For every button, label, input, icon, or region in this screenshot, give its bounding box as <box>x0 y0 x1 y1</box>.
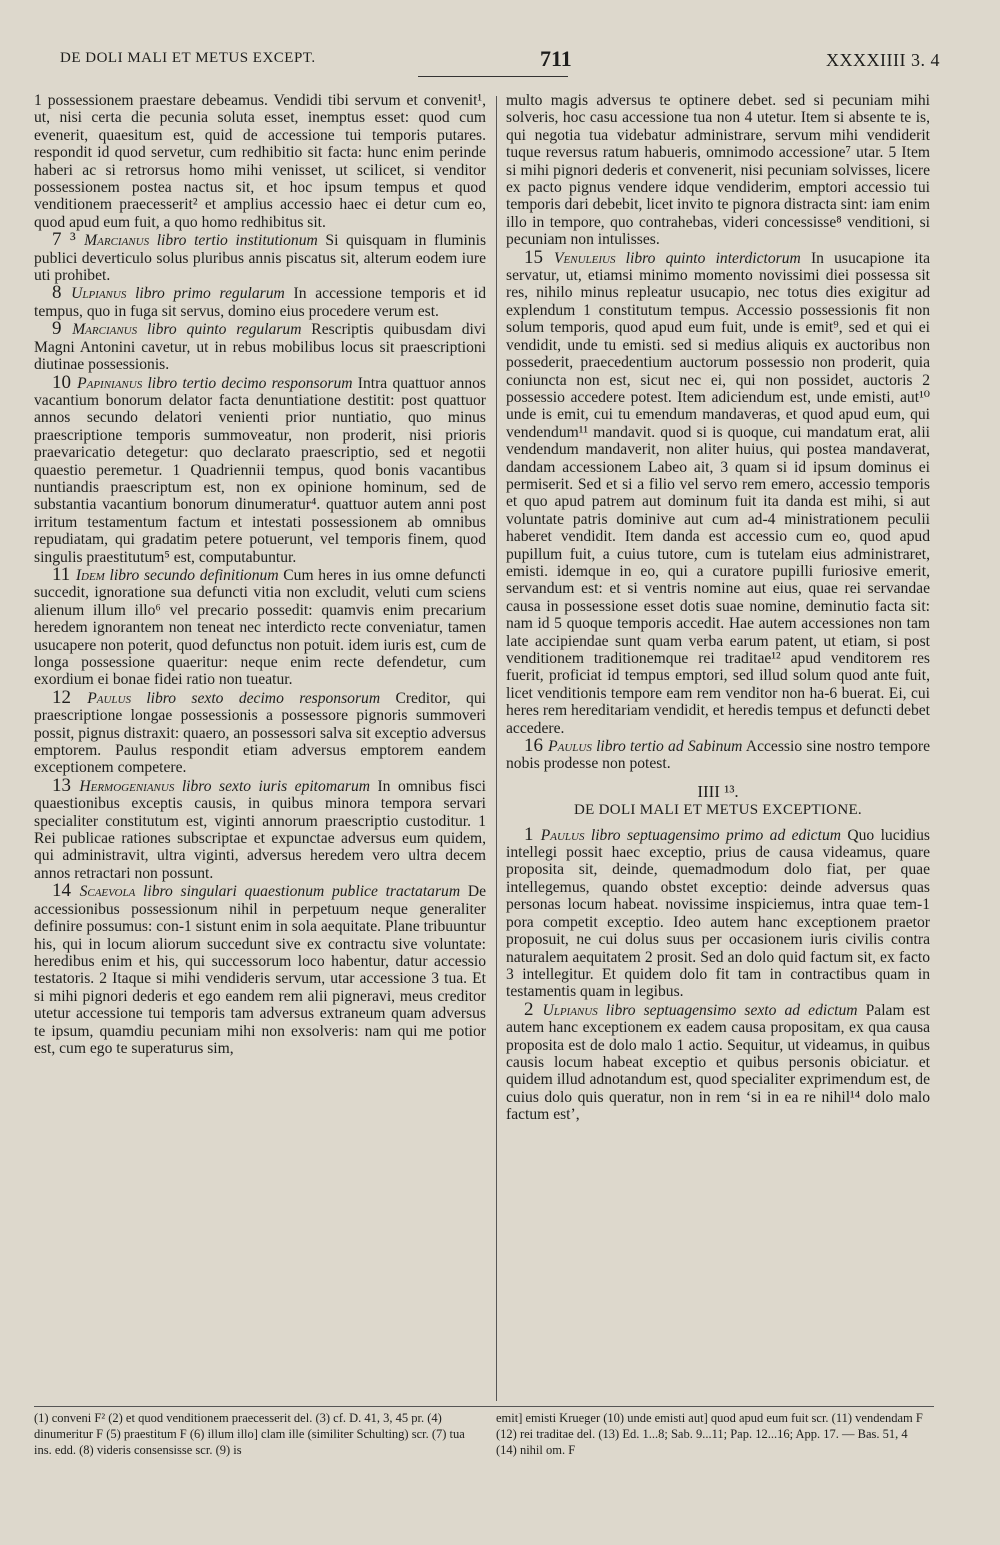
paragraph <box>506 246 930 737</box>
running-header <box>60 46 940 78</box>
paragraph <box>34 371 486 566</box>
paragraph-text: In usucapione ita servatur, ut, etiamsi minimo momento novissimi diei possessa sit res, nihilo minus repleatur usucapio, nec totus dies exigitur ad explendum 1 constitutum tempus. Accessio possessionis fit non solum temporis, quod apud eum fuit, unde is emit⁹, sed et qui ei vendidit, unde tu emisti. sed si medius aliquis ex auctoribus non possederit, praecedentium auctorum possessio non proderit, quia coniuncta non est, sicut nec ei, qui non possidet, auctoris 2 possessio accedere potest. Item adiciendum est, unde emisti, aut¹⁰ unde is emit, cui tu emendum mandaveras, et quod apud eum, qui vendendum¹¹ mandavit. quod si is quoque, cui mandatum erat, alii vendendum mandaverit, non aliter huius, qui postea mandaverat, dandam accessionem Labeo ait, 3 quam si id ipsum dominus ei permiserit. Sed et si a filio vel servo rem emero, accessio temporis et quo apud patrem aut dominum fuit ita danda est mihi, si aut voluntate patris dominive aut cum ad-4 ministrationem peculii haberet vendidit. Item danda est accessio cum eo, quod apud pupillum fuit, a cuius tutore, cum is tutelam eius administraret, emisti. idemque in eo, qui a curatore pupilli furiosive emerit, servandum est: et si ventris nomine aut eius, quae rei servandae causa in possessione esset dotis suae nomine, deminutio facta sit: nam id 5 quoque temporis accedit. Hae autem accessiones non tam late accipiendae sunt quam verba earum patent, ut etiam, si post venditionem traditionemque rei traditae¹² apud venditorem res fuerit, proficiat id tempus emptori, sed illud solum quod ante fuit, licet venditionis tempore eam rem venditor non ha-6 buerat. Ei, cui heres rem hereditariam vendidit, et heredis tempus et defuncti debet accedere. <box>506 249 930 737</box>
jurist-name: Paulus <box>548 738 592 756</box>
paragraph <box>506 92 930 249</box>
footnotes-right: emit] emisti Krueger (10) unde emisti aut] quod apud eum fuit scr. (11) vendendam F (12) rei traditae del. (13) Ed. 1...8; Sab. 9...11; Pap. 12...16; App. 17. — Bas. 51, 4 (14) nihil om. F <box>496 1411 923 1457</box>
paragraph-text: Palam est autem hanc exceptionem ex eadem causa propositam, ex qua causa proposita est de dolo malo 1 actio. Sequitur, ut videamus, in quibus causis locum habeat exceptio et quibus personis obiciatur. et quidem illud adnotandum est, quod specialiter exprimendum est, de cuius dolo quis queratur, non in rem ‘si in ea re nihil¹⁴ dolo malo factum est’, <box>506 1001 930 1124</box>
jurist-name: Idem <box>75 566 105 584</box>
source-book: libro tertio institutionum <box>156 232 318 250</box>
source-book: libro sexto decimo responsorum <box>146 689 381 707</box>
paragraph <box>34 92 486 231</box>
paragraph <box>34 882 486 1057</box>
jurist-name: Marcianus <box>84 232 150 250</box>
fragment-number: 14 <box>52 880 80 902</box>
paragraph-text: Accessio sine nostro tempore nobis prodesse non potest. <box>506 738 930 773</box>
paragraph <box>34 686 486 777</box>
header-title: DE DOLI MALI ET METUS EXCEPT. <box>60 50 316 66</box>
paragraph <box>506 823 930 1001</box>
fragment-number: 15 <box>524 246 555 268</box>
jurist-name: Hermogenianus <box>79 777 175 795</box>
source-book: libro quinto interdictorum <box>625 249 801 267</box>
jurist-name: Papinianus <box>77 374 143 392</box>
footnotes-left: (1) conveni F² (2) et quod venditionem praecesserit del. (3) cf. D. 41, 3, 45 pr. (4) dinumeritur F (5) praestitum F (6) illum illo] clam ille (similiter Schulting) scr. (7) tua ins. edd. (8) videris consensisse scr. (9) is <box>34 1411 465 1457</box>
header-rule <box>418 76 568 77</box>
paragraph <box>34 774 486 882</box>
fragment-number: 16 <box>524 735 549 757</box>
left-column <box>34 92 486 1402</box>
paragraph-text: Creditor, qui praescriptione longae possessionis a possessore pignoris summoveri possit, pignus distraxit: quaero, an possessori salva sit exceptio adversus emptorem. Paulus respondit etiam adversus emptorem eandem exceptionem competere. <box>34 689 486 777</box>
paragraph <box>34 320 486 373</box>
paragraph-text: Rescriptis quibusdam divi Magni Antonini cavetur, ut in rebus mobilibus locus sit praescriptioni diutinae possessionis. <box>34 321 486 374</box>
header-reference: XXXXIIII 3. 4 <box>826 50 940 70</box>
paragraph <box>34 231 486 284</box>
jurist-name: Scaevola <box>79 883 136 901</box>
paragraph <box>506 737 930 773</box>
jurist-name: Paulus <box>87 689 131 707</box>
fragment-number: 9 <box>52 318 73 340</box>
fragment-number: 12 <box>52 686 88 708</box>
paragraph-text: Si quisquam in fluminis publici deverticulo solus pluribus annis piscatus sit, alterum eodem iure uti prohibet. <box>34 232 486 285</box>
jurist-name: Venuleius <box>554 249 616 267</box>
section-paragraphs <box>506 823 930 1124</box>
source-book: libro tertio ad Sabinum <box>596 738 743 756</box>
fragment-number: 13 <box>52 774 80 796</box>
fragment-number: 2 <box>524 998 543 1020</box>
page-number: 711 <box>540 46 572 71</box>
source-book: libro septuagensimo primo ad edictum <box>590 826 841 844</box>
right-column-text <box>506 92 930 773</box>
right-column <box>506 92 930 1402</box>
footnote-rule <box>34 1406 934 1407</box>
source-book: libro sexto iuris epitomarum <box>181 777 370 795</box>
jurist-name: Paulus <box>540 826 585 844</box>
source-book: libro primo regularum <box>135 285 285 303</box>
source-book: libro septuagensimo sexto ad edictum <box>605 1001 858 1019</box>
paragraph <box>34 284 486 320</box>
source-book: libro singulari quaestionum publice tractatarum <box>143 883 461 901</box>
jurist-name: Ulpianus <box>71 285 127 303</box>
paragraph-text: Intra quattuor annos vacantium bonorum delator facta denuntiatione destitit: post quattuor annos secundo delatori venienti prior nuntiatio, quo minus praescriptione temporis summoveatur, non proderit, nisi prioris praevaricatio detegetur: quo declarato praescriptio, sed et negotii quaestio peremetur. 1 Quadriennii tempus, quod bonis vacantibus nuntiandis praescriptum est, non ex opinione hominum, sed de substantia vacantium bonorum dinumeratur⁴. quattuor autem anni post irritum testamentum factum et intestati possessionem ab omnibus repudiatam, qui gradatim petere potuerunt, vel temporis finem, quod singulis praestitutum⁵ est, computabuntur. <box>34 374 486 566</box>
fragment-number: 7 ³ <box>52 229 85 251</box>
paragraph <box>506 998 930 1124</box>
section-title: DE DOLI MALI ET METUS EXCEPTIONE. <box>574 802 862 819</box>
fragment-number: 10 <box>52 371 78 393</box>
source-book: libro tertio decimo responsorum <box>147 374 353 392</box>
section-number: IIII ¹³. <box>697 781 739 801</box>
source-book: libro secundo definitionum <box>109 566 279 584</box>
paragraph-text: In omnibus fisci quaestionibus exceptis causis, in quibus minora tempora servari specialiter constitutum est, viginti annorum praescriptio custoditur. 1 Rei publicae rationes subscriptae et expunctae adversus eum quidem, qui administravit, ultra viginti, adversus heredem vero ultra decem annos retractari non possunt. <box>34 777 486 882</box>
fragment-number: 11 <box>52 563 76 585</box>
paragraph-text: In accessione temporis et id tempus, quo in fuga sit servus, domino eius procedere verum est. <box>34 285 486 320</box>
paragraph-text: Quo lucidius intellegi possit haec exceptio, prius de causa videamus, quare proposita sit, deinde, quemadmodum dolo fiat, per quae intellegemus, quando obstet exceptio: deinde adversus quas personas locum habeat. novissime inspiciemus, intra quae tem-1 pora competit exceptio. Ideo autem hanc exceptionem praetor proposuit, ne cui dolus suus per occasionem iuris civilis contra naturalem aequitatem 2 prosit. Sed an dolo quid factum sit, ex facto 3 intellegitur. Et quidem dolo fit tam in contractibus quam in testamentis quam in legibus. <box>506 826 930 1001</box>
jurist-name: Marcianus <box>72 321 138 339</box>
paragraph-text: De accessionibus possessionum nihil in perpetuum neque generaliter definire possumus: con-1 sistunt enim in sola aequitate. Plane tribuuntur his, qui in locum aliorum succedunt sive ex contractu sive voluntate: heredibus enim et his, qui successorum loco habentur, datur accessio testatoris. 2 Itaque si mihi vendideris servum, utar accessione 3 tua. Et si mihi pignori dederis et ego eandem rem alii pigneravi, meus creditor utetur accessione tui temporis tam adversus extraneum quam adversus te ipsum, quamdiu pecuniam mihi non exsolveris: nam qui me potior est, cum ego te superaturus sim, <box>34 883 486 1057</box>
paragraph-text: multo magis adversus te optinere debet. sed si pecuniam mihi solveris, hoc casu accessione tua non 4 utetur. Item si absente te is, qui negotia tua videbatur administrare, servum mihi vendiderit tuque reversus ratum habueris, omnimodo accessione⁷ utar. 5 Item si mihi pignori dederis et convenerit, nisi pecuniam solvisses, licere ex pacto pignus vendere idque vendiderim, emptori accessio tui temporis dari debebit, licet invito te pignora distracta sint: iam enim illo in tempore, quo contrahebas, videri concessisse⁸ venditioni, si pecuniam non intulisses. <box>506 92 930 249</box>
fragment-number: 1 <box>524 823 541 845</box>
paragraph <box>34 563 486 689</box>
source-book: libro quinto regularum <box>146 321 302 339</box>
paragraph-text: 1 possessionem praestare debeamus. Vendidi tibi servum et convenit¹, ut, nisi certa die pecunia soluta esset, inemptus esset: quod cum evenerit, quaesitum est, quid de accessione tui temporis putares. respondit id quod servetur, cum redhibitio sit facta: hunc enim perinde haberi ac si retrorsus homo mihi venisset, ut scilicet, si venditor possessionem postea nactus sit, et hoc ipsum tempus et quod venditionem praecesserit² et amplius accessio haec ei detur cum eo, quod apud eum fuit, a quo homo redhibitus sit. <box>34 92 486 231</box>
fragment-number: 8 <box>52 282 72 304</box>
jurist-name: Ulpianus <box>542 1001 598 1019</box>
paragraph-text: Cum heres in ius omne defuncti succedit, ignoratione sua defuncti vitia non excludit, veluti cum sciens alienum illum illo⁶ vel precario possedit: quamvis enim precarium heredem ignorantem non teneat nec interdicto recte conveniatur, tamen usucapere non poterit, quod defunctus non potuit. idem iuris est, cum de longa possessione quaeritur: neque enim recte defendetur, cum exordium ei bonae fidei ratio non tueatur. <box>34 566 486 689</box>
column-divider <box>496 96 497 1401</box>
